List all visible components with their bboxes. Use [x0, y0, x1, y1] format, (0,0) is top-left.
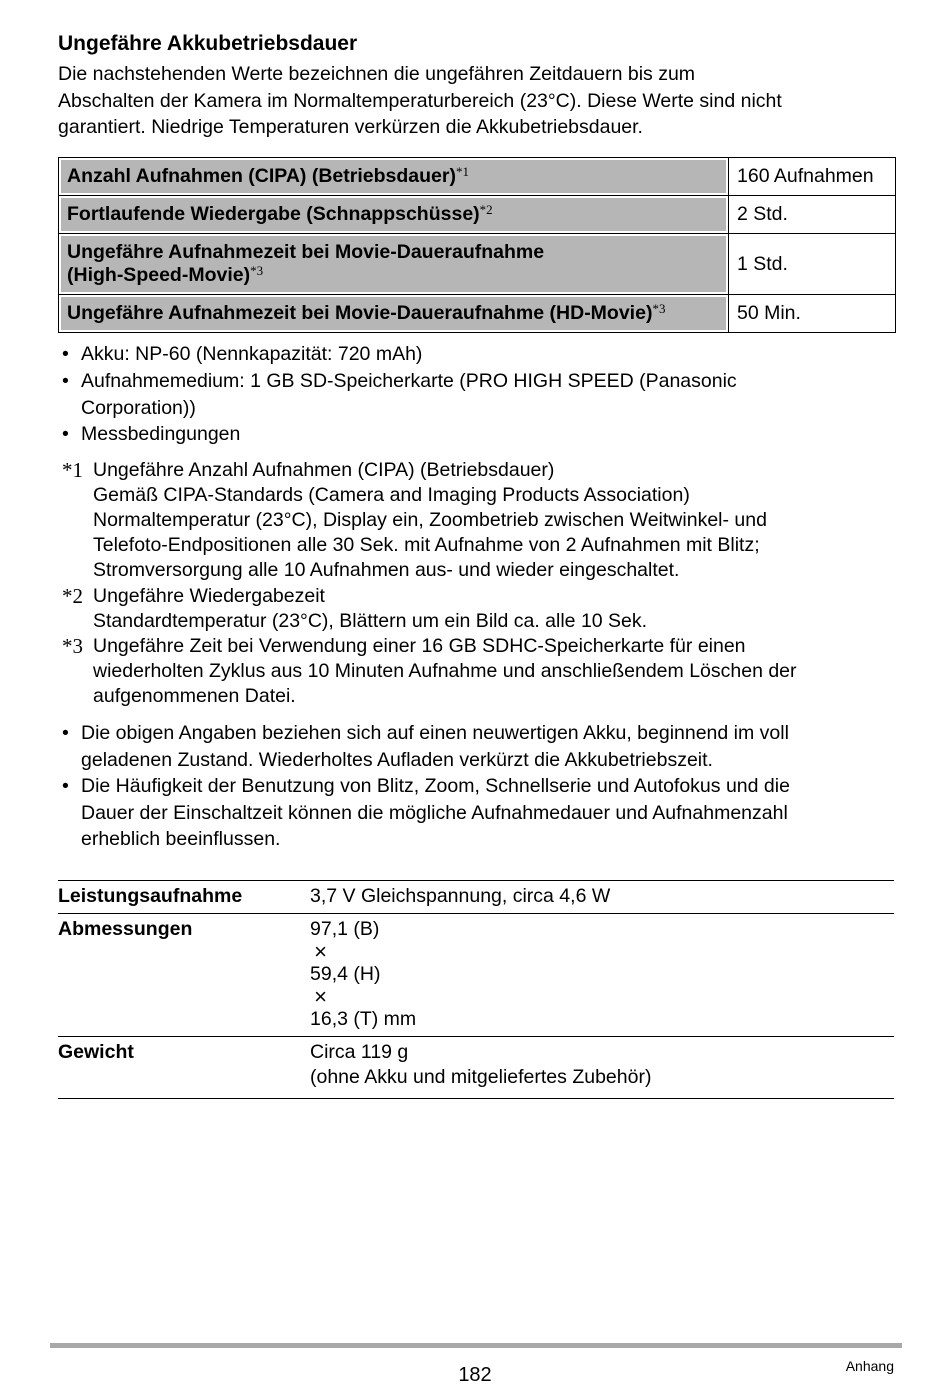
- row-value: 50 Min.: [729, 295, 896, 333]
- table-row: [59, 196, 896, 234]
- times-sign: ×: [314, 984, 327, 1009]
- row-label: [59, 234, 729, 295]
- bullet-text: Dauer der Einschaltzeit können die mögliche Aufnahmedauer und Aufnahmenzahl: [81, 801, 788, 824]
- row-label-text: Ungefähre Aufnahmezeit bei Movie-Daueraufnahme: [67, 241, 545, 263]
- spec-key: Abmessungen: [58, 914, 310, 1037]
- footnote-line: Gemäß CIPA-Standards (Camera and Imaging Products Association): [93, 484, 690, 506]
- row-label-text: Ungefähre Aufnahmezeit bei Movie-Daueraufnahme (HD-Movie): [67, 302, 653, 324]
- spec-value: 3,7 V Gleichspannung, circa 4,6 W: [310, 881, 894, 914]
- footnote-ref: *3: [652, 301, 666, 316]
- battery-life-table: [58, 157, 896, 333]
- footnote-line: Ungefähre Wiedergabezeit: [93, 585, 325, 607]
- row-label: [59, 196, 729, 234]
- row-label-text: (High-Speed-Movie): [67, 264, 251, 286]
- table-row: [59, 295, 896, 333]
- bullet-mark: •: [62, 343, 69, 365]
- bullet-text: Corporation)): [81, 396, 196, 419]
- footnote-mark: *2: [62, 584, 83, 608]
- footnote-mark: *3: [62, 634, 83, 658]
- section-heading: Ungefähre Akkubetriebsdauer: [58, 32, 358, 55]
- spec-value: [310, 914, 894, 1037]
- bullet-text: Aufnahmemedium: 1 GB SD-Speicherkarte (PRO HIGH SPEED (Panasonic: [81, 370, 737, 392]
- footnote-line: Ungefähre Anzahl Aufnahmen (CIPA) (Betriebsdauer): [93, 459, 555, 481]
- intro-paragraph: [58, 61, 908, 141]
- spec-value-line: Circa 119 g: [310, 1041, 409, 1063]
- row-value: 1 Std.: [729, 234, 896, 295]
- footnote-line: Telefoto-Endpositionen alle 30 Sek. mit Aufnahme von 2 Aufnahmen mit Blitz;: [93, 534, 760, 556]
- row-label: [59, 158, 729, 196]
- bullet-text: geladenen Zustand. Wiederholtes Aufladen verkürzt die Akkubetriebszeit.: [81, 748, 713, 771]
- spec-key: Leistungsaufnahme: [58, 881, 310, 914]
- footnote-mark: *1: [62, 458, 83, 482]
- footnote-line: Ungefähre Zeit bei Verwendung einer 16 GB SDHC-Speicherkarte für einen: [93, 635, 746, 657]
- footnote-line: wiederholten Zyklus aus 10 Minuten Aufnahme und anschließendem Löschen der: [93, 660, 797, 682]
- footnote-ref: *3: [250, 263, 264, 278]
- table-row: [59, 234, 896, 295]
- row-label-text: Anzahl Aufnahmen (CIPA) (Betriebsdauer): [67, 165, 456, 187]
- spec-value-line: (ohne Akku und mitgeliefertes Zubehör): [310, 1066, 652, 1088]
- bullet-text: Akku: NP-60 (Nennkapazität: 720 mAh): [81, 343, 423, 365]
- table-row: [59, 158, 896, 196]
- row-label: [59, 295, 729, 333]
- bullet-mark: •: [62, 423, 69, 445]
- bullet-text: Messbedingungen: [81, 423, 241, 445]
- bullet-mark: •: [62, 370, 69, 392]
- footnote-line: Stromversorgung alle 10 Aufnahmen aus- und wieder eingeschaltet.: [93, 559, 680, 581]
- intro-line: garantiert. Niedrige Temperaturen verkürzen die Akkubetriebsdauer.: [58, 116, 643, 139]
- dimension-height: 59,4 (H): [310, 963, 381, 985]
- bullet-mark: •: [62, 722, 69, 744]
- row-label-text: Fortlaufende Wiedergabe (Schnappschüsse): [67, 203, 480, 225]
- footnote-line: Normaltemperatur (23°C), Display ein, Zoombetrieb zwischen Weitwinkel- und: [93, 509, 767, 531]
- spec-row: [58, 1037, 894, 1099]
- spec-value: [310, 1037, 894, 1099]
- section-label: Anhang: [845, 1358, 894, 1374]
- page-number: 182: [458, 1364, 492, 1386]
- footnote-line: Standardtemperatur (23°C), Blättern um ein Bild ca. alle 10 Sek.: [93, 610, 648, 632]
- footnote-line: aufgenommenen Datei.: [93, 685, 296, 707]
- footnote-ref: *2: [479, 202, 493, 217]
- dimension-width: 97,1 (B): [310, 918, 380, 940]
- intro-line: Die nachstehenden Werte bezeichnen die ungefähren Zeitdauern bis zum: [58, 63, 696, 85]
- row-value: 2 Std.: [729, 196, 896, 234]
- times-sign: ×: [314, 939, 327, 964]
- bullet-mark: •: [62, 775, 69, 797]
- intro-line: Abschalten der Kamera im Normaltemperaturbereich (23°C). Diese Werte sind nicht: [58, 89, 782, 112]
- specifications-table: [58, 880, 894, 1099]
- spec-key: Gewicht: [58, 1037, 310, 1099]
- footnote-ref: *1: [455, 164, 469, 179]
- footer-divider: [50, 1343, 902, 1348]
- dimension-depth: 16,3 (T) mm: [310, 1008, 417, 1030]
- bullet-text: erheblich beeinflussen.: [81, 828, 281, 851]
- spec-row: [58, 914, 894, 1037]
- bullet-text: Die obigen Angaben beziehen sich auf einen neuwertigen Akku, beginnend im voll: [81, 722, 789, 744]
- row-value: 160 Aufnahmen: [729, 158, 896, 196]
- spec-row: [58, 881, 894, 914]
- bullet-text: Die Häufigkeit der Benutzung von Blitz, Zoom, Schnellserie und Autofokus und die: [81, 775, 790, 797]
